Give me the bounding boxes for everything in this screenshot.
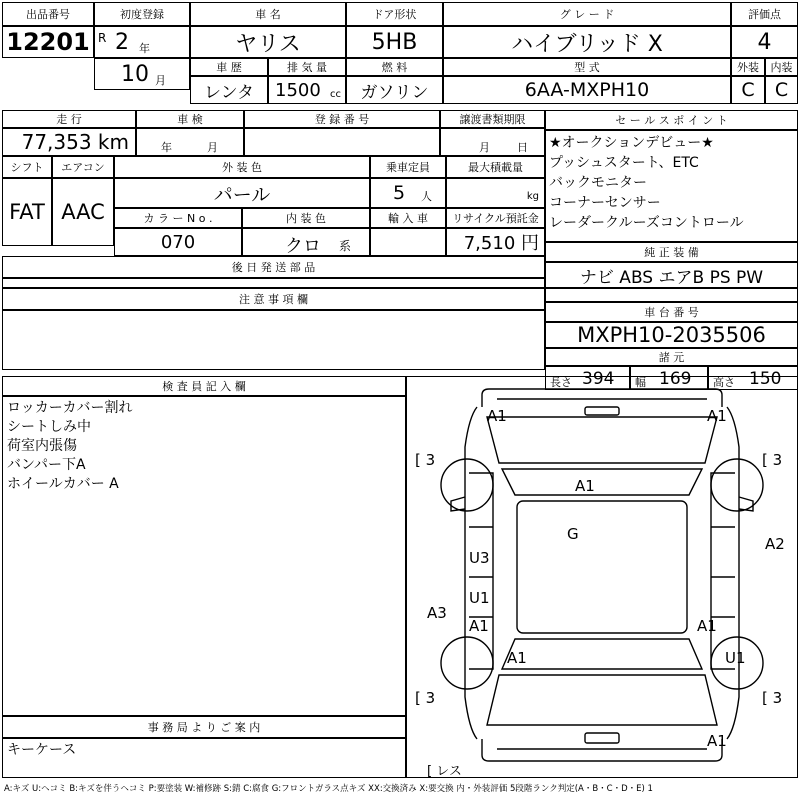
dimension-label: 諸 元	[545, 348, 798, 366]
max-load-label: 最大積載量	[446, 156, 545, 178]
sales-point-line: コーナーセンサー	[549, 195, 661, 211]
equipment-spacer	[545, 288, 798, 302]
first-reg-month: 10	[121, 62, 149, 87]
exterior-color-label: 外 装 色	[114, 156, 370, 178]
max-load-unit: kg	[526, 191, 539, 202]
capacity-value	[370, 178, 446, 208]
chassis-no-value: MXPH10-2035506	[545, 322, 798, 348]
car-name-value: ヤリス	[190, 26, 346, 58]
damage-mark: A2	[765, 535, 785, 553]
sales-point-line: ★オークションデビュー★	[549, 135, 714, 151]
door-shape-value: 5HB	[346, 26, 443, 58]
sales-point-label: セ ー ル ス ポ イ ン ト	[545, 110, 798, 130]
office-notice-line: キーケース	[7, 742, 77, 758]
registration-no-value	[244, 128, 440, 156]
first-reg-year-unit: 年	[139, 42, 150, 55]
first-registration-value	[94, 26, 190, 58]
inspection-month-unit: 月	[207, 141, 218, 154]
shift-label: シフト	[2, 156, 52, 178]
displacement-label: 排 気 量	[268, 58, 346, 76]
grade-label: グ レ ー ド	[443, 2, 731, 26]
mileage-label: 走 行	[2, 110, 136, 128]
shift-value: FAT	[2, 178, 52, 246]
damage-mark: G	[567, 525, 579, 543]
damage-mark: [ 3	[762, 451, 783, 469]
color-no-label: カ ラ ー N o .	[114, 208, 242, 228]
exhibit-no-label: 出品番号	[2, 2, 94, 26]
office-notice-label: 事 務 局 よ り ご 案 内	[2, 716, 406, 738]
interior-grade-label: 内装	[765, 58, 798, 76]
width-value: 169	[659, 369, 692, 389]
damage-mark: U1	[725, 649, 746, 667]
interior-color-suffix: 系	[339, 239, 352, 253]
capacity-number: 5	[393, 182, 406, 204]
capacity-unit: 人	[421, 190, 432, 203]
model-code-value: 6AA-MXPH10	[443, 76, 731, 104]
inspector-note-line: 荷室内張傷	[7, 438, 77, 454]
interior-color-label: 内 装 色	[242, 208, 370, 228]
transfer-day-unit: 日	[517, 141, 528, 154]
fuel-value: ガソリン	[346, 76, 443, 104]
import-label: 輸 入 車	[370, 208, 446, 228]
damage-mark: A1	[487, 407, 507, 425]
damage-mark: A1	[697, 617, 717, 635]
notes-label: 注 意 事 項 欄	[2, 288, 545, 310]
sales-point-value	[545, 130, 798, 242]
mileage-value: 77,353 km	[2, 128, 136, 156]
length-value: 394	[582, 369, 615, 389]
grade-value: ハイブリッド X	[443, 26, 731, 58]
width-label: 幅	[635, 376, 646, 389]
later-parts-label: 後 日 発 送 部 品	[2, 256, 545, 278]
damage-mark-layer	[407, 377, 797, 777]
damage-mark: A1	[707, 732, 727, 750]
legend-footer: A:キズ U:ヘコミ B:キズを伴うヘコミ P:要塗装 W:補修跡 S:錆 C:腐食 G:フロントガラス点キズ XX:交換済み X:要交換 内・外装評価 5段階ランク判定(A・B・C・D・E) 1	[4, 784, 653, 794]
interior-color-text: クロ	[285, 236, 321, 257]
inspector-notes	[2, 396, 406, 716]
car-damage-diagram	[406, 376, 798, 778]
recycle-value: 7,510 円	[446, 228, 545, 256]
damage-mark: A1	[575, 477, 595, 495]
displacement-value	[268, 76, 346, 104]
first-registration-month	[94, 58, 190, 90]
history-label: 車 歴	[190, 58, 268, 76]
exterior-color-value: パール	[114, 178, 370, 208]
import-value	[370, 228, 446, 256]
first-registration-label: 初度登録	[94, 2, 190, 26]
transfer-month-unit: 月	[479, 141, 490, 154]
door-shape-label: ドア形状	[346, 2, 443, 26]
height-value: 150	[749, 369, 782, 389]
damage-mark: [ 3	[415, 451, 436, 469]
capacity-label: 乗車定員	[370, 156, 446, 178]
first-reg-era: R	[98, 31, 107, 45]
transfer-deadline-value	[440, 128, 545, 156]
first-reg-year: 2	[115, 30, 129, 55]
max-load-value	[446, 178, 545, 208]
sales-point-line: レーダークルーズコントロール	[549, 215, 744, 231]
length-label: 長さ	[550, 376, 572, 389]
equipment-value: ナビ ABS エアB PS PW	[545, 262, 798, 288]
chassis-no-label: 車 台 番 号	[545, 302, 798, 322]
sales-point-line: バックモニター	[549, 175, 647, 191]
inspector-note-line: ロッカーカバー割れ	[7, 400, 133, 416]
damage-mark: [ レス	[427, 764, 462, 779]
score-label: 評価点	[731, 2, 798, 26]
recycle-label: リサイクル預託金	[446, 208, 545, 228]
exhibit-no-value: 12201	[2, 26, 94, 58]
car-name-label: 車 名	[190, 2, 346, 26]
damage-mark: U1	[469, 589, 490, 607]
ac-value: AAC	[52, 178, 114, 246]
interior-color-value	[242, 228, 370, 256]
inspection-value	[136, 128, 244, 156]
displacement-unit: cc	[330, 89, 341, 100]
inspector-note-line: シートしみ中	[7, 419, 91, 435]
model-code-label: 型 式	[443, 58, 731, 76]
damage-mark: A3	[427, 604, 447, 622]
damage-mark: A1	[507, 649, 527, 667]
inspector-label: 検 査 員 記 入 欄	[2, 376, 406, 396]
office-notice-body	[2, 738, 406, 778]
sales-point-line: プッシュスタート、ETC	[549, 155, 699, 171]
inspector-note-line: バンパー下A	[7, 457, 86, 473]
equipment-label: 純 正 装 備	[545, 242, 798, 262]
color-no-value: 070	[114, 228, 242, 256]
later-parts-value	[2, 278, 545, 288]
ac-label: エアコン	[52, 156, 114, 178]
inspection-label: 車 検	[136, 110, 244, 128]
notes-value	[2, 310, 545, 370]
transfer-deadline-label: 譲渡書類期限	[440, 110, 545, 128]
inspection-year-unit: 年	[161, 141, 172, 154]
exterior-grade-label: 外装	[731, 58, 765, 76]
damage-mark: A1	[707, 407, 727, 425]
interior-grade-value: C	[765, 76, 798, 104]
height-label: 高さ	[713, 376, 735, 389]
first-reg-month-unit: 月	[155, 74, 166, 87]
registration-no-label: 登 録 番 号	[244, 110, 440, 128]
history-value: レンタ	[190, 76, 268, 104]
damage-mark: U3	[469, 549, 490, 567]
fuel-label: 燃 料	[346, 58, 443, 76]
exterior-grade-value: C	[731, 76, 765, 104]
damage-mark: [ 3	[762, 689, 783, 707]
damage-mark: A1	[469, 617, 489, 635]
damage-mark: [ 3	[415, 689, 436, 707]
score-value: 4	[731, 26, 798, 58]
inspector-note-line: ホイールカバー A	[7, 476, 119, 492]
displacement-number: 1500	[275, 80, 321, 101]
